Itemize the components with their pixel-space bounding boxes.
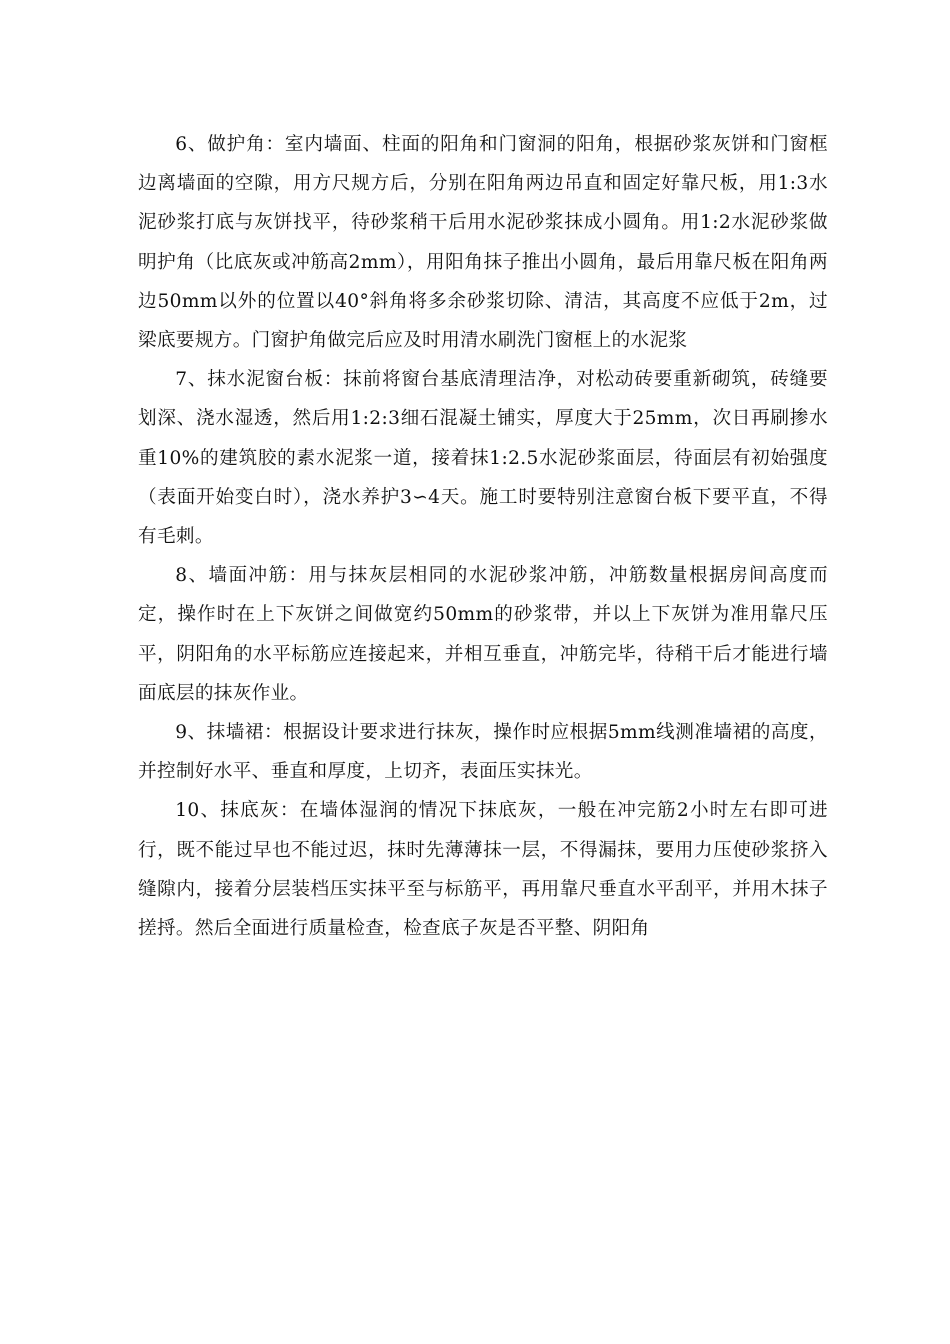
paragraph-base-coat: 10、抹底灰：在墙体湿润的情况下抹底灰，一般在冲完筋2小时左右即可进行，既不能过早也不能过迟，抹时先薄薄抹一层，不得漏抹，要用力压使砂浆挤入缝隙内，接着分层装档压实抹平至与标筋平，再用靠尺垂直水平刮平，并用木抹子搓捋。然后全面进行质量检查，检查底子灰是否平整、阴阳角 <box>138 800 828 940</box>
paragraph-wall-screeding: 8、墙面冲筋：用与抹灰层相同的水泥砂浆冲筋，冲筋数量根据房间高度而定，操作时在上下灰饼之间做宽约50mm的砂浆带，并以上下灰饼为准用靠尺压平，阴阳角的水平标筋应连接起来，并相互垂直，冲筋完毕，待稍干后才能进行墙面底层的抹灰作业。 <box>138 565 828 704</box>
paragraph-window-sill: 7、抹水泥窗台板：抹前将窗台基底清理洁净，对松动砖要重新砌筑，砖缝要划深、浇水湿透，然后用1:2:3细石混凝土铺实，厚度大于25mm，次日再刷掺水重10%的建筑胶的素水泥浆一道，接着抹1:2.5水泥砂浆面层，待面层有初始强度（表面开始变白时），浇水养护3∽4天。施工时要特别注意窗台板下要平直，不得有毛刺。 <box>138 369 828 548</box>
document-body <box>138 125 828 948</box>
paragraph-dado-plastering: 9、抹墙裙：根据设计要求进行抹灰，操作时应根据5mm线测准墙裙的高度，并控制好水平、垂直和厚度，上切齐，表面压实抹光。 <box>138 722 828 783</box>
paragraph-corner-protection: 6、做护角：室内墙面、柱面的阳角和门窗洞的阳角，根据砂浆灰饼和门窗框边离墙面的空隙，用方尺规方后，分别在阳角两边吊直和固定好靠尺板，用1:3水泥砂浆打底与灰饼找平，待砂浆稍干后用水泥砂浆抹成小圆角。用1:2水泥砂浆做明护角（比底灰或冲筋高2mm），用阳角抹子推出小圆角，最后用靠尺板在阳角两边50mm以外的位置以40°斜角将多余砂浆切除、清洁，其高度不应低于2m，过梁底要规方。门窗护角做完后应及时用清水刷洗门窗框上的水泥浆 <box>138 134 828 352</box>
